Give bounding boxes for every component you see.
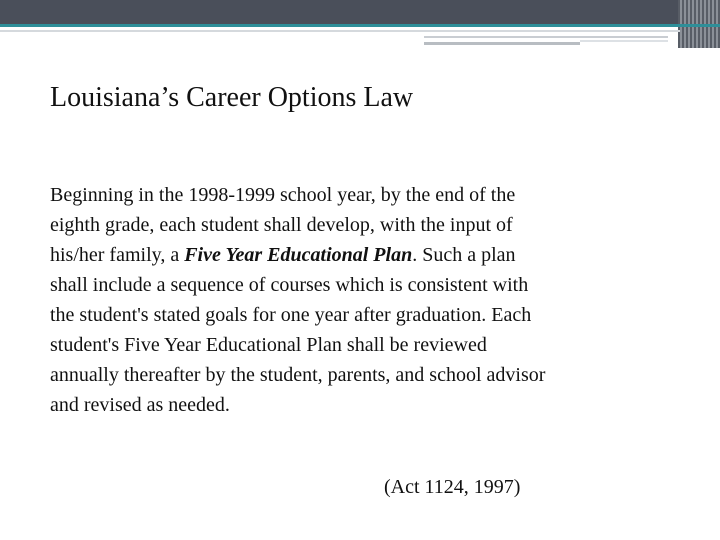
divider-rule-bold (424, 42, 580, 45)
citation: (Act 1124, 1997) (384, 476, 521, 498)
emphasized-plan-name: Five Year Educational Plan (184, 244, 413, 266)
paragraph-text-before: Beginning in the 1998-1999 school year, by the end of the eighth grade, each student shall develop, with the input of his/her family, a (50, 184, 516, 266)
divider-rule-light (580, 40, 668, 42)
body-paragraph (50, 180, 550, 420)
header-bar (0, 0, 720, 24)
accent-rule (0, 24, 720, 27)
paragraph-text-after: . Such a plan shall include a sequence of courses which is consistent with the student's stated goals for one year after graduation. Each student's Five Year Educational Plan shall be reviewed annually thereafter by the student, parents, and school advisor and revised as needed. (50, 244, 546, 416)
divider-rule (0, 30, 680, 32)
slide-title: Louisiana’s Career Options Law (50, 82, 414, 113)
divider-rule-short (424, 36, 668, 38)
